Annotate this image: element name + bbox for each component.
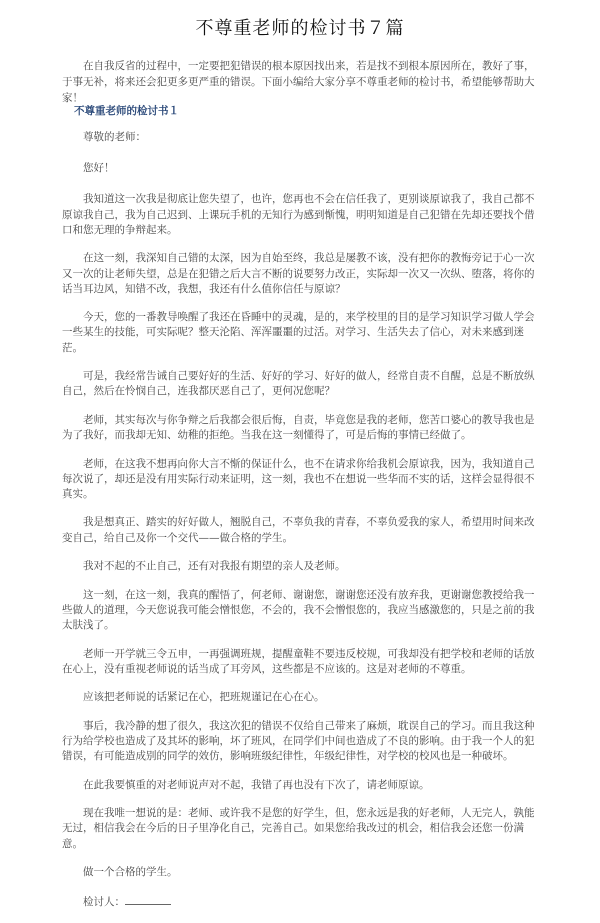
signature-label: 检讨人： — [83, 895, 125, 908]
letter-paragraph: 今天，您的一番教导唤醒了我还在昏睡中的灵魂，是的，来学校里的目的是学习知识学习做人学会一些某生的技能，可实际呢？整天沦陷、浑浑噩噩的过活。对学习、生活失去了信心，对未来感到迷茫。 — [62, 311, 535, 354]
letter-paragraph: 我知道这一次我是彻底让您失望了，也许，您再也不会在信任我了，更别谈原谅我了，我自己都不原谅我自己，我为自己迟到、上课玩手机的无知行为感到惭愧，明明知道是自己犯错在先却还要找个借口和您无理的争辩起来。 — [62, 193, 535, 236]
letter-paragraph: 做一个合格的学生。 — [83, 866, 178, 879]
letter-paragraph: 事后，我冷静的想了很久，我这次犯的错误不仅给自己带来了麻烦，耽误自己的学习。而且我这种行为给学校也造成了及其坏的影响，坏了班风，在同学们中间也造成了不良的影响。由于我一个人的犯错误，有可能造成别的同学的效仿，影响班级纪律性，年级纪律性，对学校的校风也是一种破坏。 — [62, 719, 535, 763]
letter-paragraph: 这一刻，在这一刻，我真的醒悟了，何老师、谢谢您，谢谢您还没有放弃我，更谢谢您教授给我一些做人的道理，今天您说我可能会憎恨您，不会的，我不会憎恨您的，我应当感激您的，只是之前的我太肤浅了。 — [62, 588, 535, 632]
letter-paragraph: 老师，其实每次与你争辩之后我都会很后悔，自责，毕竟您是我的老师，您苦口婆心的教导我也是为了我好，而我却无知、幼稚的拒绝。当我在这一刻懂得了，可是后悔的事情已经做了。 — [62, 413, 535, 442]
intro-paragraph: 在自我反省的过程中，一定要把犯错误的根本原因找出来，若是找不到根本原因所在，教好了事，于事无补，将来还会犯更多更严重的错误。下面小编给大家分享不尊重老师的检讨书，希望能够帮助大家！ — [62, 60, 535, 104]
letter-salutation: 尊敬的老师： — [83, 131, 146, 143]
letter-paragraph: 在此我要慎重的对老师说声对不起，我错了再也没有下次了，请老师原谅。 — [83, 778, 430, 791]
letter-paragraph: 老师，在这我不想再向你大言不惭的保证什么，也不在请求你给我机会原谅我，因为，我知道自己每次说了，却还是没有用实际行动来证明，这一刻，我也不在想说一些华而不实的话，这样会显得很不真实。 — [62, 457, 535, 500]
document-title: 不尊重老师的检讨书７篇 — [195, 18, 405, 39]
letter-paragraph: 老师一开学就三令五申，一再强调班规，提醒童鞋不要违反校规，可我却没有把学校和老师的话放在心上，没有重视老师说的话当成了耳旁风，这些都是不应该的。这是对老师的不尊重。 — [62, 647, 535, 675]
letter-body — [62, 130, 540, 923]
letter-paragraph: 应该把老师说的话紧记在心，把班规谨记在心在心。 — [83, 691, 325, 704]
letter-paragraph: 可是，我经常告诫自己要好好的生活、好好的学习、好好的做人，经常自责不自醒，总是不断放纵自己，然后在怜悯自己，连我都厌恶自己了，更何况您呢？ — [62, 370, 535, 398]
section-subtitle: 不尊重老师的检讨书１ — [74, 105, 179, 117]
letter-paragraph: 现在我唯一想说的是：老师、或许我不是您的好学生，但，您永远是我的好老师，人无完人，孰能无过，相信我会在今后的日子里净化自己，完善自己。如果您给我改过的机会，相信我会还您一份满意。 — [62, 807, 535, 850]
letter-paragraph: 我对不起的不止自己，还有对我报有期望的亲人及老师。 — [83, 560, 346, 573]
letter-paragraph: 在这一刻，我深知自己错的太深，因为自始至终，我总是屡教不该，没有把你的教悔旁记于心一次又一次的让老师失望，总是在犯错之后大言不断的说要努力改正，实际却一次又一次纵、堕落，将你的话当耳边风，知错不改，我想，我还有什么值你信任与原谅？ — [62, 252, 535, 295]
letter-greeting: 您好！ — [83, 162, 115, 175]
signature-line — [62, 894, 540, 910]
letter-paragraph: 我是想真正、踏实的好好做人，翘脱自己，不辜负我的青春，不辜负爱我的家人，希望用时间来改变自己，给自己及你一个交代——做合格的学生。 — [62, 516, 535, 544]
signature-blank — [125, 894, 171, 905]
